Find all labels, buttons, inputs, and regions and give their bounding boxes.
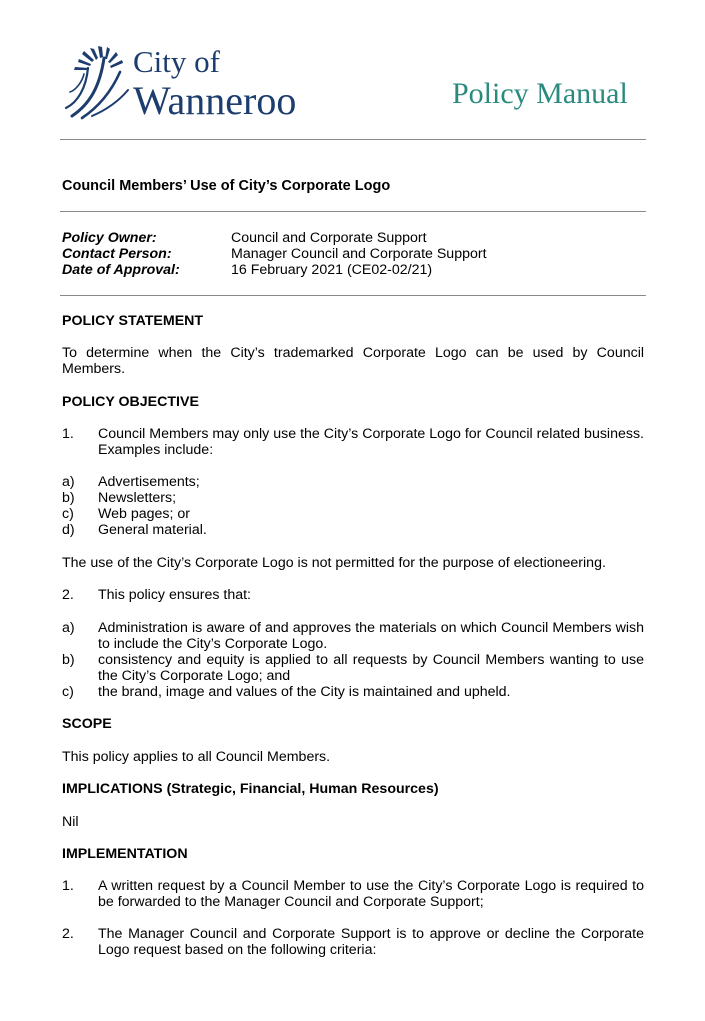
objective-item-1-number: 1. bbox=[62, 426, 74, 442]
policy-statement-text: To determine when the City’s trademarked Corporate Logo can be used by Council Members. bbox=[62, 345, 644, 377]
example-text-a: Advertisements; bbox=[98, 474, 200, 490]
meta-label-contact-person: Contact Person: bbox=[62, 246, 172, 262]
objective-item-2-number: 2. bbox=[62, 587, 74, 603]
header-divider bbox=[60, 139, 646, 140]
meta-value-date-of-approval: 16 February 2021 (CE02-02/21) bbox=[231, 262, 433, 278]
ensures-letter-a: a) bbox=[62, 620, 75, 636]
heading-implementation: IMPLEMENTATION bbox=[62, 846, 188, 862]
meta-label-policy-owner: Policy Owner: bbox=[62, 230, 157, 246]
logo-text-city-of: City of bbox=[133, 44, 220, 79]
objective-item-1-text: Council Members may only use the City’s Corporate Logo for Council related business. Examples include: bbox=[98, 426, 644, 458]
meta-divider bbox=[60, 295, 646, 296]
ensures-text-a: Administration is aware of and approves the materials on which Council Members wish to include the City’s Corporate Logo. bbox=[98, 620, 644, 652]
heading-implications: IMPLICATIONS (Strategic, Financial, Human Resources) bbox=[62, 781, 439, 797]
implementation-item-1-text: A written request by a Council Member to use the City’s Corporate Logo is required to be forwarded to the Manager Council and Corporate Support; bbox=[98, 878, 644, 910]
ensures-letter-b: b) bbox=[62, 652, 75, 668]
scope-text: This policy applies to all Council Members. bbox=[62, 749, 331, 765]
example-letter-b: b) bbox=[62, 490, 75, 506]
logo-text-wanneroo: Wanneroo bbox=[133, 78, 297, 123]
heading-scope: SCOPE bbox=[62, 716, 112, 732]
meta-value-contact-person: Manager Council and Corporate Support bbox=[231, 246, 487, 262]
example-text-d: General material. bbox=[98, 522, 207, 538]
ensures-letter-c: c) bbox=[62, 684, 74, 700]
implications-text: Nil bbox=[62, 814, 79, 830]
example-text-c: Web pages; or bbox=[98, 506, 191, 522]
example-letter-a: a) bbox=[62, 474, 75, 490]
page-title: Council Members’ Use of City’s Corporate Logo bbox=[62, 178, 391, 194]
example-letter-c: c) bbox=[62, 506, 74, 522]
example-text-b: Newsletters; bbox=[98, 490, 177, 506]
implementation-item-2-number: 2. bbox=[62, 926, 74, 942]
meta-label-date-of-approval: Date of Approval: bbox=[62, 262, 180, 278]
heading-policy-statement: POLICY STATEMENT bbox=[62, 313, 204, 329]
policy-manual-label: Policy Manual bbox=[452, 77, 628, 110]
example-letter-d: d) bbox=[62, 522, 75, 538]
electioneering-note: The use of the City’s Corporate Logo is not permitted for the purpose of electioneering. bbox=[62, 555, 606, 571]
implementation-item-1-number: 1. bbox=[62, 878, 74, 894]
city-of-wanneroo-logo-icon bbox=[60, 46, 132, 120]
implementation-item-2-text: The Manager Council and Corporate Support is to approve or decline the Corporate Logo request based on the following criteria: bbox=[98, 926, 644, 958]
objective-item-2-text: This policy ensures that: bbox=[98, 587, 251, 603]
ensures-text-b: consistency and equity is applied to all requests by Council Members wanting to use the City’s Corporate Logo; and bbox=[98, 652, 644, 684]
title-divider bbox=[60, 211, 646, 212]
meta-value-policy-owner: Council and Corporate Support bbox=[231, 230, 427, 246]
heading-policy-objective: POLICY OBJECTIVE bbox=[62, 394, 199, 410]
ensures-text-c: the brand, image and values of the City is maintained and upheld. bbox=[98, 684, 511, 700]
